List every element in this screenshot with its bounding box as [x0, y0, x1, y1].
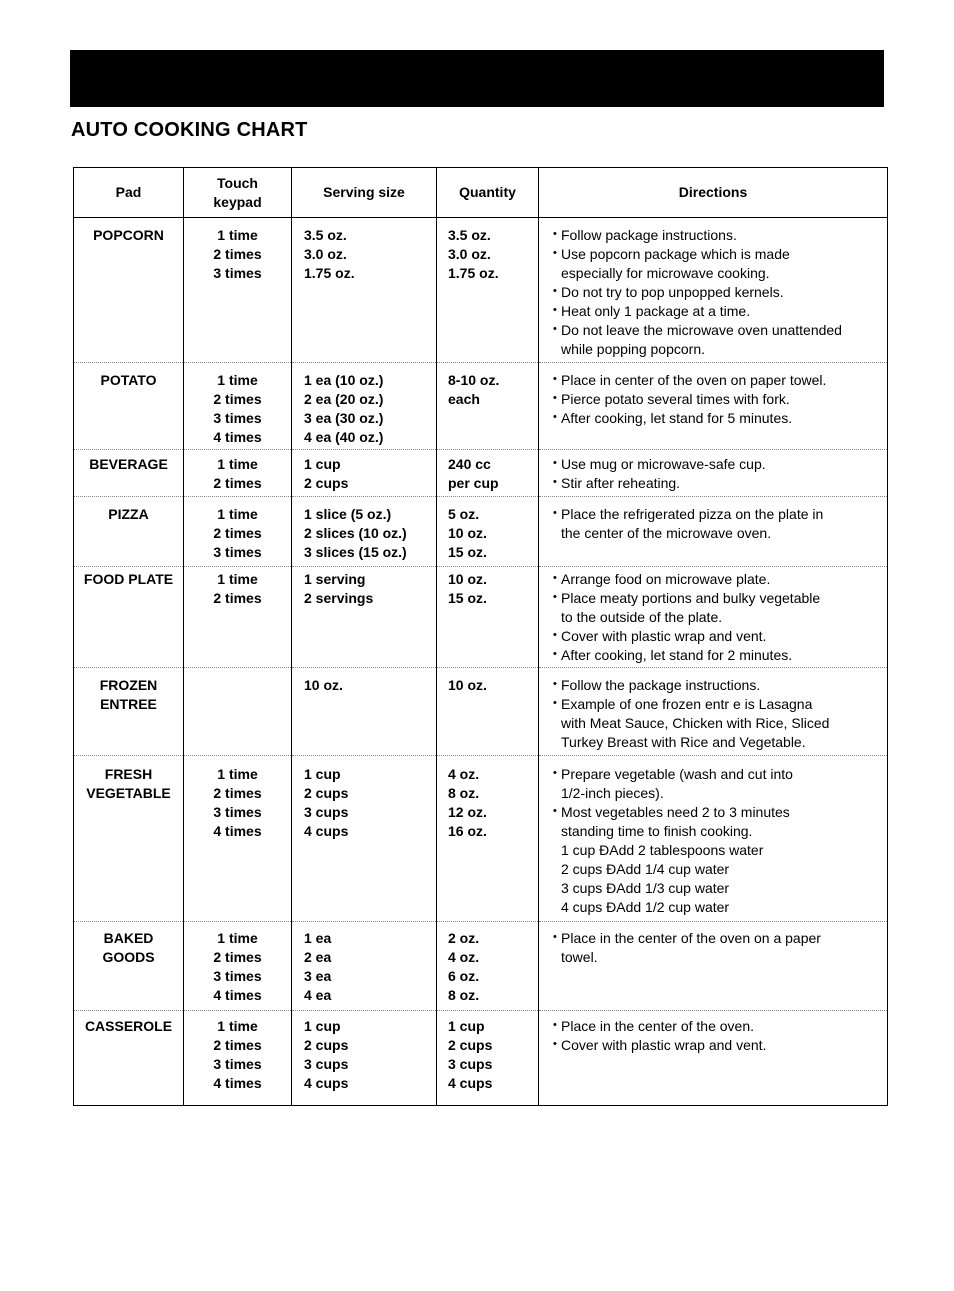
serving-size-cell-line: 1 ea	[304, 930, 332, 946]
table-header-row	[74, 168, 888, 218]
quantity-cell-line: 6 oz.	[448, 968, 480, 984]
serving-size-cell-line: 1 cup	[304, 1018, 341, 1034]
serving-size-cell-line: 2 cups	[304, 1037, 349, 1053]
direction-continuation: especially for microwave cooking.	[561, 265, 770, 281]
serving-size-cell-line: 2 cups	[304, 475, 349, 491]
direction-item: • Follow package instructions.	[553, 226, 887, 245]
directions-cell	[539, 450, 888, 497]
keypad-cell-line: 3 times	[213, 968, 262, 984]
serving-size-cell	[292, 567, 437, 668]
keypad-cell	[184, 497, 292, 567]
keypad-cell-line: 2 times	[213, 525, 262, 541]
directions-cell	[539, 922, 888, 1011]
serving-size-cell-line: 1 cup	[304, 456, 341, 472]
serving-size-cell-line: 1 ea (10 oz.)	[304, 372, 384, 388]
pad-cell-line: POTATO	[100, 372, 157, 388]
header-bar	[70, 50, 884, 107]
quantity-cell	[437, 497, 539, 567]
quantity-cell-line: 3.5 oz.	[448, 227, 491, 243]
quantity-cell	[437, 756, 539, 922]
serving-size-cell	[292, 363, 437, 450]
serving-size-cell	[292, 497, 437, 567]
quantity-cell-line: 1 cup	[448, 1018, 485, 1034]
serving-size-cell-line: 3.5 oz.	[304, 227, 347, 243]
direction-item: • Stir after reheating.	[553, 474, 887, 493]
direction-continuation: with Meat Sauce, Chicken with Rice, Sliced	[561, 715, 830, 731]
keypad-cell-line: 2 times	[213, 246, 262, 262]
table-row	[74, 668, 888, 756]
direction-item: • Example of one frozen entr e is Lasagna	[553, 695, 887, 714]
quantity-cell	[437, 567, 539, 668]
pad-cell-line: ENTREE	[100, 696, 157, 712]
direction-item: • Place meaty portions and bulky vegetable	[553, 589, 887, 608]
quantity-cell	[437, 922, 539, 1011]
quantity-cell-line: 3 cups	[448, 1056, 493, 1072]
keypad-cell-line: 2 times	[213, 590, 262, 606]
pad-cell-line: FRESH	[104, 766, 153, 782]
quantity-cell-line: 10 oz.	[448, 525, 487, 541]
quantity-cell	[437, 218, 539, 363]
pad-cell	[74, 756, 184, 922]
pad-cell	[74, 668, 184, 756]
direction-continuation: towel.	[561, 949, 598, 965]
quantity-cell-line: 240 cc	[448, 456, 491, 472]
direction-item: • Place in the center of the oven.	[553, 1017, 887, 1036]
quantity-cell-line: 2 oz.	[448, 930, 480, 946]
keypad-cell-line: 2 times	[213, 785, 262, 801]
direction-continuation: 1/2-inch pieces).	[561, 785, 664, 801]
keypad-cell-line: 2 times	[213, 475, 262, 491]
serving-size-cell-line: 3 cups	[304, 1056, 349, 1072]
pad-cell	[74, 363, 184, 450]
serving-size-cell-line: 3.0 oz.	[304, 246, 347, 262]
serving-size-cell	[292, 756, 437, 922]
direction-item: • After cooking, let stand for 2 minutes.	[553, 646, 887, 665]
table-row	[74, 450, 888, 497]
pad-cell	[74, 1011, 184, 1106]
serving-size-cell-line: 3 ea	[304, 968, 332, 984]
direction-continuation: while popping popcorn.	[561, 341, 705, 357]
keypad-cell-line: 2 times	[213, 391, 262, 407]
quantity-cell-line: 3.0 oz.	[448, 246, 491, 262]
direction-item: • Place in center of the oven on paper towel.	[553, 371, 887, 390]
keypad-cell-line: 3 times	[213, 265, 262, 281]
quantity-cell	[437, 363, 539, 450]
auto-cooking-table	[73, 167, 888, 1106]
keypad-cell-line: 3 times	[213, 544, 262, 560]
direction-item: • Arrange food on microwave plate.	[553, 570, 887, 589]
keypad-cell-line: 4 times	[213, 429, 262, 445]
keypad-cell-line: 1 time	[217, 930, 258, 946]
keypad-cell-line: 2 times	[213, 1037, 262, 1053]
keypad-cell-line: 4 times	[213, 987, 262, 1003]
keypad-cell	[184, 1011, 292, 1106]
serving-size-cell-line: 4 cups	[304, 1075, 349, 1091]
direction-item: • Pierce potato several times with fork.	[553, 390, 887, 409]
serving-size-cell-line: 1 cup	[304, 766, 341, 782]
table-row	[74, 1011, 888, 1106]
quantity-cell-line: 16 oz.	[448, 823, 487, 839]
keypad-cell	[184, 922, 292, 1011]
direction-item: • Cover with plastic wrap and vent.	[553, 1036, 887, 1055]
keypad-cell-line: 4 times	[213, 823, 262, 839]
pad-cell-line: FROZEN	[99, 677, 158, 693]
directions-cell	[539, 756, 888, 922]
quantity-cell-line: 8 oz.	[448, 987, 480, 1003]
pad-cell-line: CASSEROLE	[84, 1018, 173, 1034]
quantity-cell-line: 4 oz.	[448, 766, 480, 782]
quantity-cell-line: 10 oz.	[448, 677, 487, 693]
quantity-cell-line: 4 cups	[448, 1075, 493, 1091]
header-serving-size: Serving size	[292, 168, 437, 218]
quantity-cell-line: per cup	[448, 475, 499, 491]
keypad-cell-line: 1 time	[217, 227, 258, 243]
direction-item: • Use mug or microwave-safe cup.	[553, 455, 887, 474]
table-row	[74, 497, 888, 567]
quantity-cell-line: 12 oz.	[448, 804, 487, 820]
direction-continuation: 4 cups ÐAdd 1/2 cup water	[561, 899, 730, 915]
serving-size-cell	[292, 450, 437, 497]
table-row	[74, 922, 888, 1011]
header-directions: Directions	[539, 168, 888, 218]
table-row	[74, 756, 888, 922]
serving-size-cell-line: 2 servings	[304, 590, 374, 606]
quantity-cell-line: each	[448, 391, 480, 407]
pad-cell-line: FOOD PLATE	[83, 571, 174, 587]
pad-cell	[74, 567, 184, 668]
keypad-cell	[184, 668, 292, 756]
pad-cell-line: POPCORN	[93, 227, 164, 243]
quantity-cell-line: 8 oz.	[448, 785, 480, 801]
keypad-cell-line: 4 times	[213, 1075, 262, 1091]
serving-size-cell-line: 10 oz.	[304, 677, 343, 693]
header-touch-keypad	[184, 168, 292, 218]
table-row	[74, 363, 888, 450]
quantity-cell-line: 4 oz.	[448, 949, 480, 965]
serving-size-cell-line: 1.75 oz.	[304, 265, 355, 281]
direction-continuation: 2 cups ÐAdd 1/4 cup water	[561, 861, 730, 877]
serving-size-cell-line: 2 ea (20 oz.)	[304, 391, 384, 407]
serving-size-cell-line: 4 ea (40 oz.)	[304, 429, 384, 445]
direction-item: • Do not leave the microwave oven unattended	[553, 321, 887, 340]
direction-continuation: Turkey Breast with Rice and Vegetable.	[561, 734, 806, 750]
serving-size-cell-line: 3 ea (30 oz.)	[304, 410, 384, 426]
pad-cell	[74, 218, 184, 363]
serving-size-cell	[292, 1011, 437, 1106]
keypad-cell-line: 1 time	[217, 571, 258, 587]
quantity-cell	[437, 668, 539, 756]
direction-item: • Place the refrigerated pizza on the plate in	[553, 505, 887, 524]
quantity-cell-line: 1.75 oz.	[448, 265, 499, 281]
direction-continuation: 3 cups ÐAdd 1/3 cup water	[561, 880, 730, 896]
direction-continuation: standing time to finish cooking.	[561, 823, 753, 839]
direction-item: • Cover with plastic wrap and vent.	[553, 627, 887, 646]
serving-size-cell-line: 4 ea	[304, 987, 332, 1003]
directions-cell	[539, 363, 888, 450]
header-pad: Pad	[74, 168, 184, 218]
direction-item: • Most vegetables need 2 to 3 minutes	[553, 803, 887, 822]
keypad-cell-line: 3 times	[213, 410, 262, 426]
direction-continuation: the center of the microwave oven.	[561, 525, 772, 541]
keypad-cell-line: 3 times	[213, 804, 262, 820]
header-keypad-line: Touch	[217, 174, 258, 191]
directions-cell	[539, 218, 888, 363]
keypad-cell	[184, 363, 292, 450]
keypad-cell-line: 1 time	[217, 372, 258, 388]
direction-item: • After cooking, let stand for 5 minutes.	[553, 409, 887, 428]
serving-size-cell-line: 2 cups	[304, 785, 349, 801]
keypad-cell-line: 1 time	[217, 456, 258, 472]
pad-cell-line: BEVERAGE	[89, 456, 168, 472]
keypad-cell	[184, 567, 292, 668]
pad-cell	[74, 922, 184, 1011]
pad-cell-line: PIZZA	[108, 506, 149, 522]
keypad-cell-line: 1 time	[217, 766, 258, 782]
header-quantity: Quantity	[437, 168, 539, 218]
serving-size-cell-line: 2 ea	[304, 949, 332, 965]
pad-cell-line: BAKED	[103, 930, 154, 946]
serving-size-cell-line: 3 slices (15 oz.)	[304, 544, 407, 560]
keypad-cell-line: 1 time	[217, 506, 258, 522]
direction-item: • Heat only 1 package at a time.	[553, 302, 887, 321]
direction-item: • Use popcorn package which is made	[553, 245, 887, 264]
direction-item: • Prepare vegetable (wash and cut into	[553, 765, 887, 784]
serving-size-cell	[292, 922, 437, 1011]
directions-cell	[539, 497, 888, 567]
keypad-cell	[184, 450, 292, 497]
serving-size-cell-line: 2 slices (10 oz.)	[304, 525, 407, 541]
direction-continuation: 1 cup ÐAdd 2 tablespoons water	[561, 842, 764, 858]
serving-size-cell-line: 3 cups	[304, 804, 349, 820]
keypad-cell	[184, 756, 292, 922]
quantity-cell	[437, 1011, 539, 1106]
pad-cell	[74, 450, 184, 497]
directions-cell	[539, 1011, 888, 1106]
table-row	[74, 567, 888, 668]
serving-size-cell-line: 4 cups	[304, 823, 349, 839]
page-title: AUTO COOKING CHART	[71, 119, 308, 141]
serving-size-cell-line: 1 slice (5 oz.)	[304, 506, 392, 522]
quantity-cell-line: 8-10 oz.	[448, 372, 500, 388]
quantity-cell-line: 5 oz.	[448, 506, 480, 522]
directions-cell	[539, 567, 888, 668]
keypad-cell-line: 2 times	[213, 949, 262, 965]
keypad-cell-line: 3 times	[213, 1056, 262, 1072]
pad-cell-line: GOODS	[102, 949, 155, 965]
table-body	[74, 218, 888, 1106]
direction-item: • Place in the center of the oven on a paper	[553, 929, 887, 948]
pad-cell-line: VEGETABLE	[86, 785, 171, 801]
direction-continuation: to the outside of the plate.	[561, 609, 723, 625]
quantity-cell-line: 10 oz.	[448, 571, 487, 587]
quantity-cell	[437, 450, 539, 497]
quantity-cell-line: 15 oz.	[448, 590, 487, 606]
direction-item: • Do not try to pop unpopped kernels.	[553, 283, 887, 302]
table-row	[74, 218, 888, 363]
direction-item: • Follow the package instructions.	[553, 676, 887, 695]
header-keypad-line: keypad	[213, 193, 262, 210]
serving-size-cell-line: 1 serving	[304, 571, 366, 587]
keypad-cell-line: 1 time	[217, 1018, 258, 1034]
quantity-cell-line: 2 cups	[448, 1037, 493, 1053]
directions-cell	[539, 668, 888, 756]
pad-cell	[74, 497, 184, 567]
serving-size-cell	[292, 668, 437, 756]
keypad-cell	[184, 218, 292, 363]
quantity-cell-line: 15 oz.	[448, 544, 487, 560]
serving-size-cell	[292, 218, 437, 363]
